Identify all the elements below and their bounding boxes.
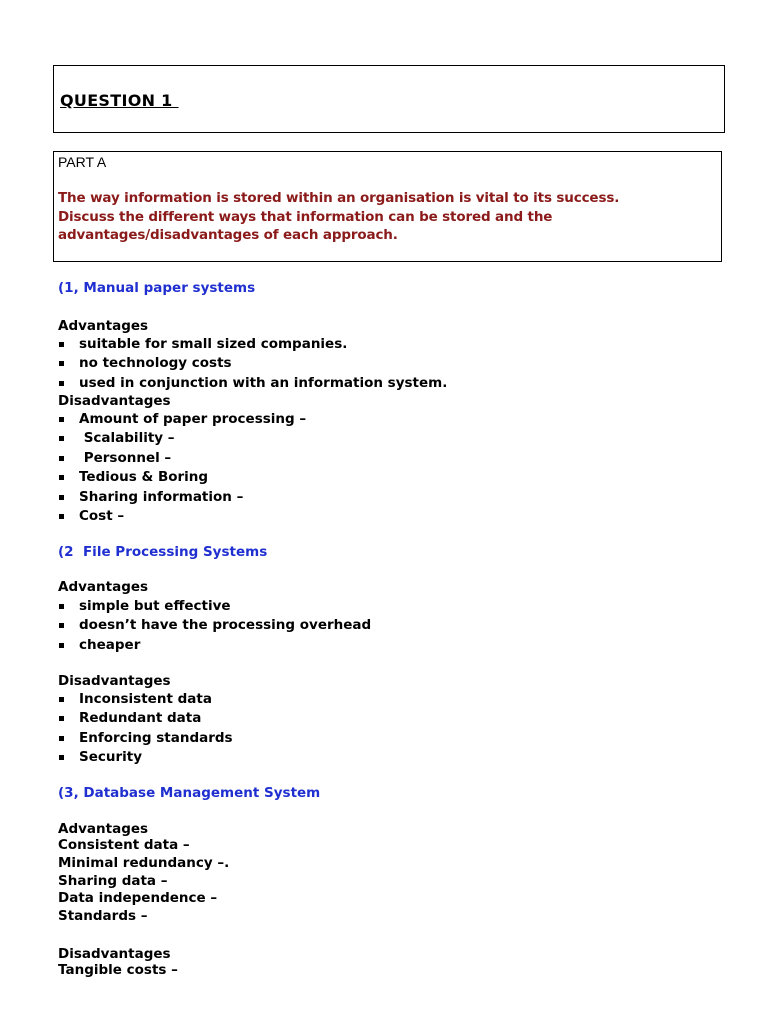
list-item: Security [58, 748, 233, 767]
disadvantages-list [58, 690, 233, 768]
disadvantages-list [58, 962, 178, 980]
list-item: suitable for small sized companies. [58, 335, 447, 354]
advantages-label: Advantages [58, 821, 149, 837]
bullet-icon [59, 716, 64, 721]
bullet-icon [59, 697, 64, 702]
list-item: Tangible costs – [58, 962, 178, 978]
list-item: Personnel – [58, 449, 306, 468]
list-item: Inconsistent data [58, 690, 233, 709]
question-text [58, 189, 698, 245]
advantages-list [58, 837, 229, 926]
bullet-icon [59, 417, 64, 422]
list-item: simple but effective [58, 597, 371, 616]
bullet-icon [59, 736, 64, 741]
section-heading-dbms: (3, Database Management System [58, 785, 321, 801]
list-item: used in conjunction with an information system. [58, 374, 447, 393]
list-item: Scalability – [58, 429, 306, 448]
list-item: cheaper [58, 636, 371, 655]
bullet-icon [59, 456, 64, 461]
bullet-icon [59, 495, 64, 500]
bullet-icon [59, 436, 64, 441]
list-item: Minimal redundancy –. [58, 854, 230, 871]
list-item: Data independence – [58, 890, 218, 907]
list-item: no technology costs [58, 354, 447, 373]
part-a-box [53, 151, 722, 262]
bullet-icon [59, 475, 64, 480]
part-label: PART A [58, 154, 107, 170]
bullet-icon [59, 381, 64, 386]
advantages-list [58, 597, 371, 655]
list-item: Cost – [58, 507, 306, 526]
list-item: doesn’t have the processing overhead [58, 616, 371, 635]
bullet-icon [59, 604, 64, 609]
disadvantages-list [58, 410, 306, 526]
list-item: Tedious & Boring [58, 468, 306, 487]
section-heading-file-processing: (2 File Processing Systems [58, 544, 268, 560]
list-item: Sharing data – [58, 872, 168, 889]
list-item: Enforcing standards [58, 729, 233, 748]
question-title-box [53, 65, 725, 133]
bullet-icon [59, 361, 64, 366]
list-item: Redundant data [58, 709, 233, 728]
disadvantages-label: Disadvantages [58, 946, 171, 962]
disadvantages-label: Disadvantages [58, 393, 171, 409]
question-line: Discuss the different ways that information can be stored and the [58, 208, 553, 225]
advantages-label: Advantages [58, 318, 149, 334]
bullet-icon [59, 514, 64, 519]
question-line: advantages/disadvantages of each approach. [58, 227, 398, 243]
list-item: Amount of paper processing – [58, 410, 306, 429]
question-line: The way information is stored within an organisation is vital to its success. [58, 190, 620, 206]
bullet-icon [59, 643, 64, 648]
disadvantages-label: Disadvantages [58, 673, 171, 689]
bullet-icon [59, 755, 64, 760]
bullet-icon [59, 623, 64, 628]
advantages-list [58, 335, 447, 393]
question-title: QUESTION 1 [60, 91, 179, 110]
advantages-label: Advantages [58, 579, 149, 595]
bullet-icon [59, 342, 64, 347]
list-item: Sharing information – [58, 488, 306, 507]
list-item: Standards – [58, 908, 148, 925]
section-heading-manual: (1, Manual paper systems [58, 280, 256, 296]
list-item: Consistent data – [58, 837, 190, 853]
